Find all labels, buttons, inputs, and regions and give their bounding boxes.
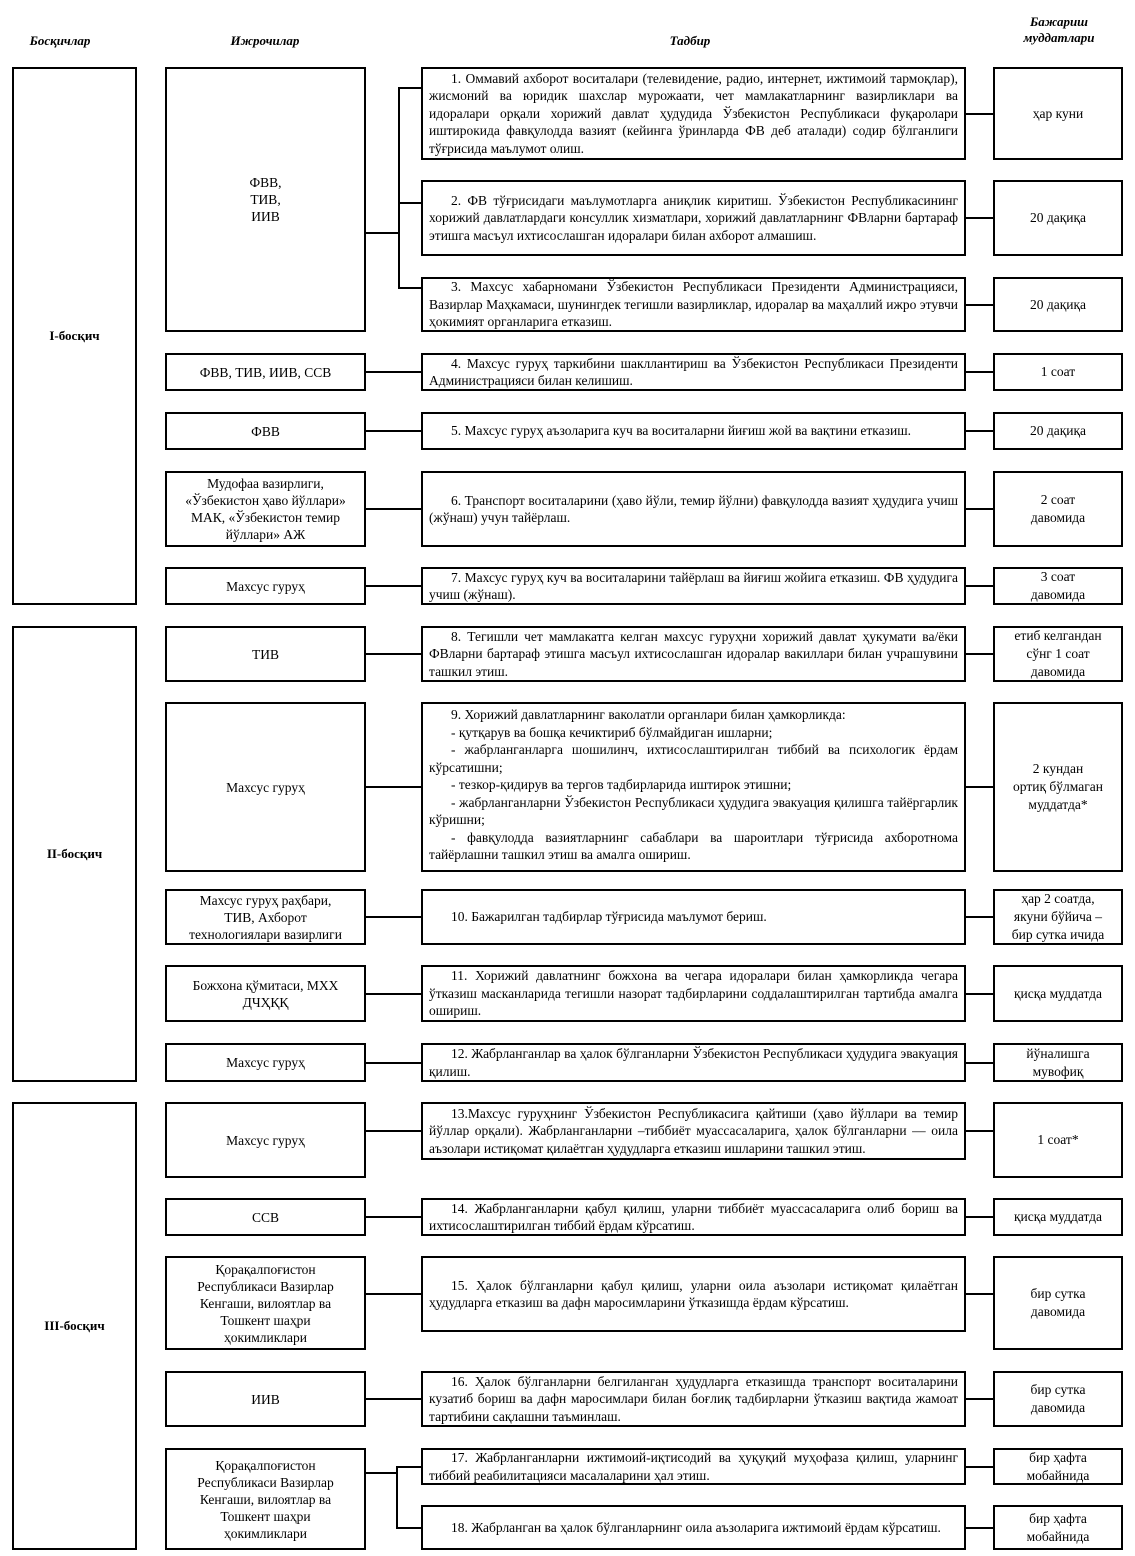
deadline-box: ҳар куни [993, 67, 1123, 160]
connector-line [366, 371, 421, 373]
connector-line [966, 1130, 993, 1132]
connector-line [366, 585, 421, 587]
task-text: 5. Махсус гуруҳ аъзоларига куч ва воситаларни йиғиш жой ва вақтини етказиш. [451, 423, 911, 439]
connector-line [966, 1216, 993, 1218]
connector-line [398, 202, 421, 204]
connector-line [398, 87, 421, 89]
task-box [421, 67, 966, 160]
deadline-box: 20 дақиқа [993, 180, 1123, 256]
task-box [421, 471, 966, 547]
deadline-box: бир ҳафта мобайнида [993, 1505, 1123, 1550]
task-text: 15. Ҳалок бўлганларни қабул қилиш, уларни оила аъзолари истиқомат қилаётган ҳудудларга етказиш ва дафн маросимларини ўтказишда ёрдам кўрсатиш. [429, 1277, 958, 1310]
connector-line [396, 1466, 398, 1528]
connector-line [966, 304, 993, 306]
task-text: 13.Махсус гуруҳнинг Ўзбекистон Республикасига қайтиши (ҳаво йўллари ва темир йўллар орқали). Жабрланганларни –тиббиёт муассасаларига, ҳалок бўлганларни — оила аъзолари истиқомат қилаётган ҳудудларга етказиш ишларини ташкил этиш. [429, 1105, 958, 1156]
connector-line [366, 232, 399, 234]
executor-box: ССВ [165, 1198, 366, 1236]
connector-line [966, 1527, 993, 1529]
connector-line [366, 1062, 421, 1064]
connector-line [366, 1216, 421, 1218]
executor-box: Махсус гуруҳ [165, 1043, 366, 1082]
task-text: 7. Махсус гуруҳ куч ва воситаларини тайёрлаш ва йиғиш жойига етказиш. ФВ ҳудудига учиш (жўнаш). [429, 569, 958, 602]
task-text: - тезкор-қидирув ва тергов тадбирларида иштирок этишни; [451, 777, 792, 792]
task-box [421, 1256, 966, 1332]
connector-line [966, 786, 993, 788]
task-text: 9. Хорижий давлатларнинг ваколатли органлари билан ҳамкорликда: [451, 707, 846, 722]
task-text: 3. Махсус хабарномани Ўзбекистон Республикаси Президенти Администрацияси, Вазирлар Маҳкамаси, шунингдек тегишли вазирликлар, идоралар ва маҳаллий ижро этувчи ҳокимият органларига етказиш. [429, 279, 958, 330]
task-text: 12. Жабрланганлар ва ҳалок бўлганларни Ўзбекистон Республикаси ҳудудига эвакуация қилиш. [429, 1046, 958, 1079]
task-text: 1. Оммавий ахборот воситалари (телевидение, радио, интернет, ижтимоий тармоқлар), жисмоний ва юридик шахслар мурожаати, чет мамлакатларнинг вазирликлари ва идоралари орқали хорижий давлат ҳудудида Ўзбекистон Республикаси фуқаролари иштирокида фавқулодда вазият (кейинга ўринларда ФВ деб аталади) содир бўлганлиги тўғрисида маълумот олиш. [429, 70, 958, 156]
executor-box: ФВВ, ТИВ, ИИВ, ССВ [165, 353, 366, 391]
task-text: - қутқарув ва бошқа кечиктириб бўлмайдиган ишларни; [451, 724, 773, 740]
connector-line [366, 993, 421, 995]
task-text: 8. Тегишли чет мамлакатга келган махсус гуруҳни хорижий давлат ҳукумати ва/ёки ФВларни бартараф этишга масъул ихтисослашган идоралар вакиллари билан учрашувини ташкил этиш. [429, 628, 958, 679]
task-box [421, 965, 966, 1022]
deadline-box: 2 соат давомида [993, 471, 1123, 547]
connector-line [966, 508, 993, 510]
deadline-box: қисқа муддатда [993, 965, 1123, 1022]
task-text: - жабрланганларни Ўзбекистон Республикаси ҳудудига эвакуация қилишга тайёргарлик кўришни; [429, 794, 958, 827]
task-box [421, 889, 966, 945]
stage-box [12, 1102, 137, 1550]
stage-label: II-босқич [46, 846, 103, 861]
connector-line [966, 217, 993, 219]
deadline-box: 1 соат [993, 353, 1123, 391]
stage-label: I-босқич [49, 328, 100, 343]
deadline-box: қисқа муддатда [993, 1198, 1123, 1236]
task-box [421, 1043, 966, 1082]
connector-line [396, 1527, 421, 1529]
executor-box: ИИВ [165, 1371, 366, 1427]
deadline-box: йўналишга мувофиқ [993, 1043, 1123, 1082]
executor-box: Мудофаа вазирлиги, «Ўзбекистон ҳаво йўллари» МАК, «Ўзбекистон темир йўллари» АЖ [165, 471, 366, 547]
connector-line [966, 585, 993, 587]
connector-line [966, 993, 993, 995]
connector-line [366, 653, 421, 655]
connector-line [366, 1472, 397, 1474]
stage-box [12, 626, 137, 1082]
deadline-box: 3 соат давомида [993, 567, 1123, 605]
connector-line [398, 287, 421, 289]
task-text: 18. Жабрланган ва ҳалок бўлганларнинг оила аъзоларига ижтимоий ёрдам кўрсатиш. [451, 1519, 941, 1535]
stage-label: III-босқич [44, 1318, 105, 1333]
connector-line [366, 1130, 421, 1132]
executor-box: Махсус гуруҳ раҳбари, ТИВ, Ахборот технологиялари вазирлиги [165, 889, 366, 945]
connector-line [366, 508, 421, 510]
task-box [421, 1371, 966, 1427]
executor-box: ТИВ [165, 626, 366, 682]
task-box [421, 1198, 966, 1236]
task-text: - жабрланганларга шошилинч, ихтисослаштирилган тиббий ва психологик ёрдам кўрсатишни; [429, 742, 958, 775]
deadline-box: ҳар 2 соатда, якуни бўйича – бир сутка ичида [993, 889, 1123, 945]
connector-line [366, 1398, 421, 1400]
connector-line [966, 653, 993, 655]
executor-box: Божхона қўмитаси, МХХ ДЧҲҚҚ [165, 965, 366, 1022]
deadline-box: бир ҳафта мобайнида [993, 1448, 1123, 1485]
task-box [421, 1505, 966, 1550]
task-text: 2. ФВ тўғрисидаги маълумотларга аниқлик киритиш. Ўзбекистон Республикасининг хорижий давлатлардаги консуллик хизматлари, хорижий давлатларнинг ФВларни бартараф этишга масъул ихтисослашган идоралари билан ахборот алмашиш. [429, 192, 958, 243]
task-box [421, 626, 966, 682]
connector-line [966, 430, 993, 432]
task-text: 16. Ҳалок бўлганларни белгиланган ҳудудларга етказишда транспорт воситаларини кузатиб бориш ва дафн маросимлари билан боғлиқ тадбирларни ўтказиш вақтида жамоат тартибини сақлашни таъминлаш. [429, 1373, 958, 1424]
task-text: - фавқулодда вазиятларнинг сабаблари ва шароитлари тўғрисида ахборотнома тайёрлашни ташкил этиш ва амалга ошириш. [429, 829, 958, 862]
connector-line [366, 786, 421, 788]
connector-line [366, 430, 421, 432]
task-text: 11. Хорижий давлатнинг божхона ва чегара идоралари билан ҳамкорликда чегара ўтказиш масканларида тегишли назорат тадбирларини соддалаштирилган тартибда амалга ошириш. [429, 968, 958, 1019]
task-box [421, 412, 966, 450]
header-deadlines: Бажариш муддатлари [1023, 14, 1095, 45]
task-box [421, 1448, 966, 1485]
deadline-box: 20 дақиқа [993, 412, 1123, 450]
task-box [421, 567, 966, 605]
task-text: 10. Бажарилган тадбирлар тўғрисида маълумот бериш. [451, 909, 767, 925]
executor-box: ФВВ, ТИВ, ИИВ [165, 67, 366, 332]
connector-line [966, 1062, 993, 1064]
executor-box: Махсус гуруҳ [165, 702, 366, 872]
connector-line [966, 1398, 993, 1400]
executor-box: Махсус гуруҳ [165, 1102, 366, 1178]
connector-line [966, 1293, 993, 1295]
connector-line [398, 87, 400, 289]
connector-line [366, 916, 421, 918]
connector-line [966, 916, 993, 918]
connector-line [366, 1293, 421, 1295]
deadline-box: 1 соат* [993, 1102, 1123, 1178]
task-text: 14. Жабрланганларни қабул қилиш, уларни тиббиёт муассасаларига олиб бориш ва ихтисослаштирилган тиббий ёрдам кўрсатиш. [429, 1200, 958, 1233]
executor-box: Махсус гуруҳ [165, 567, 366, 605]
deadline-box: етиб келгандан сўнг 1 соат давомида [993, 626, 1123, 682]
task-text: 6. Транспорт воситаларини (ҳаво йўли, темир йўлни) фавқулодда вазият ҳудудига учиш (жўнаш) учун тайёрлаш. [429, 492, 958, 525]
header-measure: Тадбир [669, 33, 711, 48]
deadline-box: бир сутка давомида [993, 1371, 1123, 1427]
task-box [421, 353, 966, 391]
connector-line [396, 1466, 421, 1468]
stage-box [12, 67, 137, 605]
connector-line [966, 371, 993, 373]
executor-box: Қорақалпоғистон Республикаси Вазирлар Кенгаши, вилоятлар ва Тошкент шаҳри ҳокимликлари [165, 1448, 366, 1550]
connector-line [966, 1466, 993, 1468]
deadline-box: 2 кундан ортиқ бўлмаган муддатда* [993, 702, 1123, 872]
header-executors: Ижрочилар [230, 33, 300, 48]
connector-line [966, 113, 993, 115]
task-box [421, 1102, 966, 1160]
task-box [421, 180, 966, 256]
header-stages: Босқичлар [29, 33, 91, 48]
deadline-box: бир сутка давомида [993, 1256, 1123, 1350]
task-box [421, 702, 966, 872]
task-box [421, 277, 966, 332]
executor-box: ФВВ [165, 412, 366, 450]
task-text: 4. Махсус гуруҳ таркибини шакллантириш ва Ўзбекистон Республикаси Президенти Администрацияси билан келишиш. [429, 355, 958, 388]
task-text: 17. Жабрланганларни ижтимоий-иқтисодий ва ҳуқуқий муҳофаза қилиш, уларнинг тиббий реабилитацияси масалаларини ҳал этиш. [429, 1450, 958, 1483]
deadline-box: 20 дақиқа [993, 277, 1123, 332]
executor-box: Қорақалпоғистон Республикаси Вазирлар Кенгаши, вилоятлар ва Тошкент шаҳри ҳокимликлари [165, 1256, 366, 1350]
